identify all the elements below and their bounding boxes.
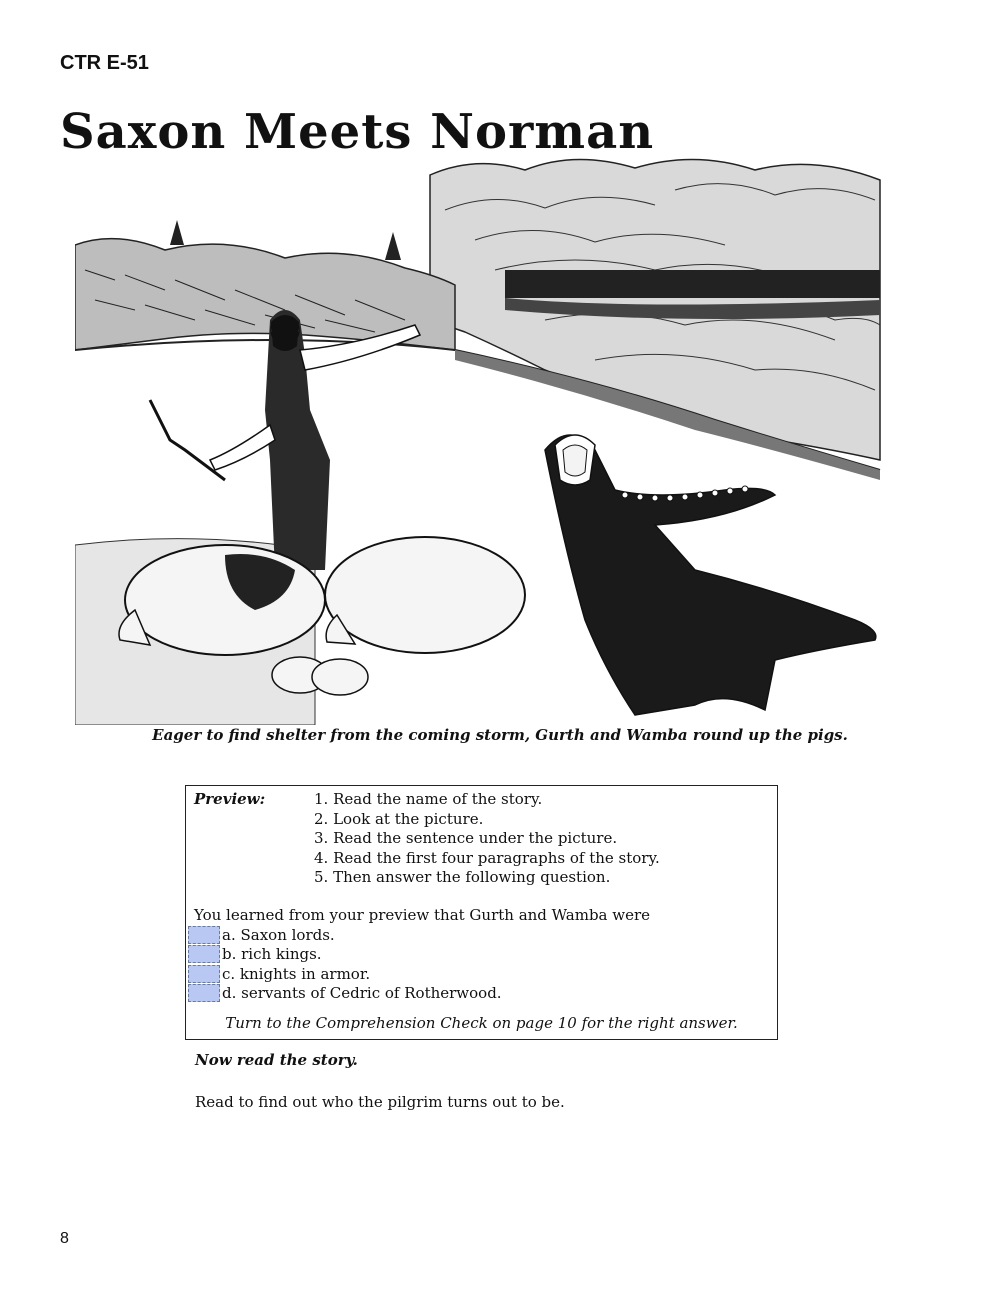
answer-option-a[interactable] [188,925,502,945]
story-illustration [75,150,885,725]
story-title: Saxon Meets Norman [60,104,655,160]
answer-option-b[interactable] [188,945,502,965]
answer-options [188,925,502,1003]
preview-step: 4. Read the first four paragraphs of the story. [314,848,660,867]
answer-option-d[interactable] [188,984,502,1004]
answer-option-label: c. knights in armor. [222,964,371,983]
answer-checkbox[interactable] [188,945,220,963]
preview-step: 5. Then answer the following question. [314,868,611,886]
answer-checkbox[interactable] [188,984,220,1002]
preview-steps [314,790,660,888]
now-read-instruction: Now read the story. [195,1051,358,1069]
page-number: 8 [60,1230,69,1247]
preview-step: 2. Look at the picture. [314,809,484,828]
preview-box [185,785,778,1040]
read-to-find-instruction: Read to find out who the pilgrim turns out to be. [195,1093,565,1111]
answer-checkbox[interactable] [188,965,220,983]
answer-option-label: d. servants of Cedric of Rotherwood. [222,984,502,1003]
illustration-caption: Eager to find shelter from the coming storm, Gurth and Wamba round up the pigs. [152,726,848,744]
preview-step: 3. Read the sentence under the picture. [314,829,618,847]
answer-option-label: b. rich kings. [222,945,322,964]
preview-step: 1. Read the name of the story. [314,790,543,808]
answer-note: Turn to the Comprehension Check on page 10 for the right answer. [225,1014,738,1032]
answer-option-label: a. Saxon lords. [222,925,335,944]
preview-label: Preview: [194,790,266,808]
answer-checkbox[interactable] [188,926,220,944]
preview-question: You learned from your preview that Gurth and Wamba were [194,906,651,924]
answer-option-c[interactable] [188,964,502,984]
document-code: CTR E-51 [60,52,149,74]
